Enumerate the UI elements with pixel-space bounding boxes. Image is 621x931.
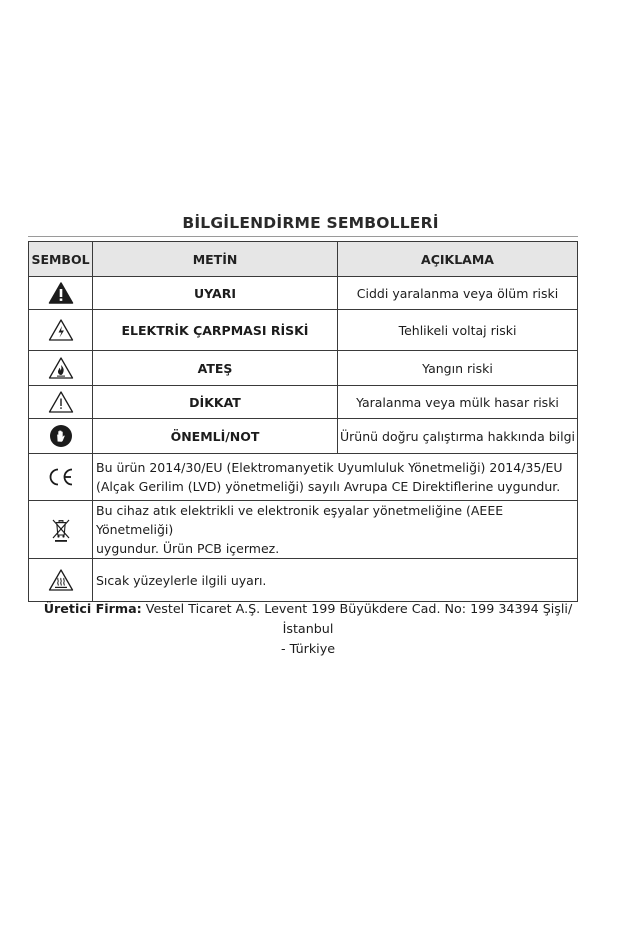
row-description: Ciddi yaralanma veya ölüm riski (338, 277, 578, 310)
wide-row-line: Sıcak yüzeylerle ilgili uyarı. (96, 572, 267, 588)
symbol-cell (29, 277, 93, 310)
wide-row-content (93, 501, 578, 559)
table-row (29, 559, 578, 602)
row-description: Yaralanma veya mülk hasar riski (338, 386, 578, 419)
row-text: DİKKAT (93, 386, 338, 419)
wide-row-line: Bu ürün 2014/30/EU (Elektromanyetik Uyumluluk Yönetmeliği) 2014/35/EU (96, 460, 563, 475)
table-row (29, 501, 578, 559)
hand-stop-icon (49, 424, 73, 448)
page-title: BİLGİLENDİRME SEMBOLLERİ (182, 214, 439, 232)
symbol-cell (29, 454, 93, 501)
row-text: ATEŞ (93, 351, 338, 386)
table-row (29, 310, 578, 351)
header-text: METİN (93, 242, 338, 277)
table-row (29, 454, 578, 501)
title-divider (28, 236, 578, 237)
row-description: Yangın riski (338, 351, 578, 386)
manufacturer-label: Üretici Firma: (43, 601, 142, 616)
manufacturer-info (28, 599, 588, 659)
table-row (29, 351, 578, 386)
symbol-cell (29, 501, 93, 559)
wide-row-content (93, 454, 578, 501)
crossed-bin-icon (49, 517, 73, 543)
symbol-cell (29, 559, 93, 602)
row-description: Ürünü doğru çalıştırma hakkında bilgi (338, 419, 578, 454)
symbol-cell (29, 386, 93, 419)
wide-row-line: uygundur. Ürün PCB içermez. (96, 541, 280, 556)
wide-row-line: Bu cihaz atık elektrikli ve elektronik eşyalar yönetmeliğine (AEEE Yönetmeliği) (96, 503, 504, 537)
symbols-table (28, 241, 578, 602)
manufacturer-address: Vestel Ticaret A.Ş. Levent 199 Büyükdere Cad. No: 199 34394 Şişli/İstanbul (141, 601, 573, 636)
warning-filled-icon (48, 281, 74, 305)
fire-icon (48, 356, 74, 380)
symbol-cell (29, 351, 93, 386)
manufacturer-country: - Türkiye (280, 641, 336, 656)
header-symbol: SEMBOL (29, 242, 93, 277)
table-header-row (29, 242, 578, 277)
table-row (29, 386, 578, 419)
symbol-cell (29, 419, 93, 454)
wide-row-content (93, 559, 578, 602)
hot-surface-icon (48, 568, 74, 592)
electric-shock-icon (48, 318, 74, 342)
row-text: ÖNEMLİ/NOT (93, 419, 338, 454)
wide-row-line: (Alçak Gerilim (LVD) yönetmeliği) sayılı Avrupa CE Direktiflerine uygundur. (96, 479, 561, 494)
table-row (29, 277, 578, 310)
header-description: AÇIKLAMA (338, 242, 578, 277)
row-description: Tehlikeli voltaj riski (338, 310, 578, 351)
row-text: UYARI (93, 277, 338, 310)
row-text: ELEKTRİK ÇARPMASI RİSKİ (93, 310, 338, 351)
caution-icon (48, 390, 74, 414)
table-row (29, 419, 578, 454)
symbol-cell (29, 310, 93, 351)
ce-mark-icon (47, 467, 75, 487)
